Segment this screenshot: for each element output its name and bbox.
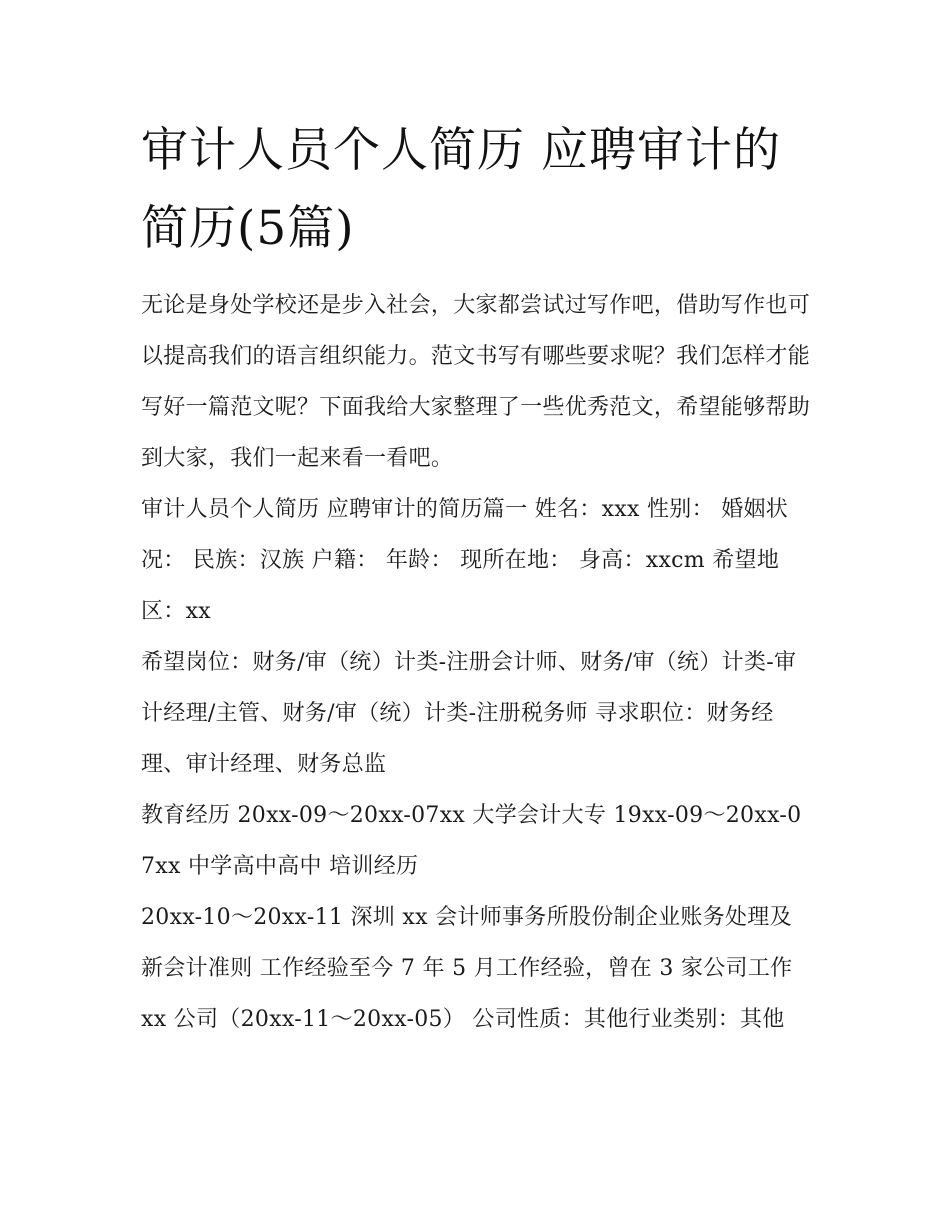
education-paragraph: 教育经历 20xx-09～20xx-07xx 大学会计大专 19xx-09～20xx-07xx 中学高中高中 培训经历 — [141, 803, 802, 879]
company-paragraph: xx 公司（20xx-11～20xx-05） 公司性质：其他行业类别：其他 — [141, 1007, 785, 1032]
desired-position-paragraph: 希望岗位：财务/审（统）计类-注册会计师、财务/审（统）计类-审计经理/主管、财务/审（统）计类-注册税务师 寻求职位：财务经理、审计经理、财务总监 — [141, 650, 797, 777]
personal-info-paragraph: 审计人员个人简历 应聘审计的简历篇一 姓名：xxx 性别： 婚姻状况： 民族：汉族 户籍： 年龄： 现所在地： 身高：xxcm 希望地区：xx — [141, 497, 789, 624]
intro-paragraph: 无论是身处学校还是步入社会，大家都尝试过写作吧，借助写作也可以提高我们的语言组织能力。范文书写有哪些要求呢？我们怎样才能写好一篇范文呢？下面我给大家整理了一些优秀范文，希望能够帮助到大家，我们一起来看一看吧。 — [141, 293, 811, 471]
document-body — [141, 280, 813, 1045]
training-paragraph: 20xx-10～20xx-11 深圳 xx 会计师事务所股份制企业账务处理及新会计准则 工作经验至今 7 年 5 月工作经验，曾在 3 家公司工作 — [141, 905, 793, 981]
document-title: 审计人员个人简历 应聘审计的简历(5篇) — [141, 123, 781, 256]
document-page — [141, 112, 813, 1045]
